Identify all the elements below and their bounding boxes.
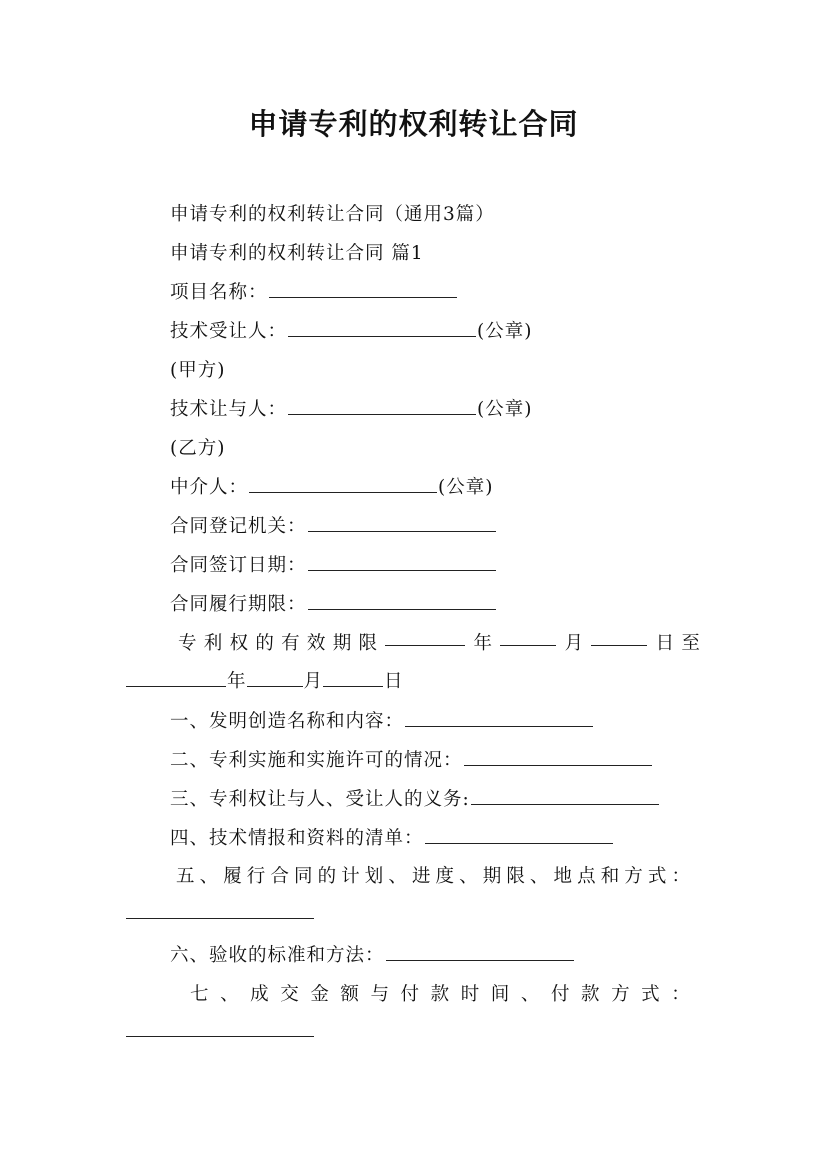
- assignee-seal: (公章): [477, 321, 533, 342]
- item-5-char: 点: [577, 866, 596, 887]
- item-5-char: 合: [270, 866, 289, 887]
- sign-date-label: 合同签订日期：: [170, 555, 307, 576]
- subtitle: 申请专利的权利转让合同（通用3篇）: [170, 204, 495, 225]
- item-5-char: 度: [435, 866, 455, 887]
- item-5-blank-row: [125, 902, 315, 924]
- item-5-char: 五: [176, 866, 195, 887]
- item-5-char: 、: [529, 866, 549, 887]
- validity-start-month-blank: [500, 629, 556, 646]
- validity-char: 专: [178, 633, 197, 654]
- party-a: (甲方): [170, 360, 226, 381]
- item-5-char: 划: [364, 866, 384, 887]
- assignee-row: [170, 317, 532, 343]
- validity-end-month-char: 月: [303, 671, 323, 692]
- validity-to-char: 至: [681, 633, 700, 654]
- item-7-char: 额: [340, 984, 359, 1005]
- item-7-char: 金: [310, 984, 329, 1005]
- validity-end-day-char: 日: [384, 671, 403, 692]
- validity-end-day-blank: [323, 670, 383, 687]
- part-heading: 申请专利的权利转让合同 篇1: [170, 243, 424, 264]
- validity-year-char: 年: [473, 633, 493, 654]
- item-5-char: 期: [482, 866, 502, 887]
- assignor-seal: (公章): [477, 399, 533, 420]
- item-5-char: ：: [671, 866, 690, 887]
- item-4-row: [170, 824, 614, 850]
- item-2-row: [170, 746, 653, 772]
- item-7-char: 与: [370, 984, 389, 1005]
- item-2-blank: [464, 749, 652, 766]
- item-3-label: 三、专利权让与人、受让人的义务:: [170, 789, 470, 810]
- assignee-blank: [288, 320, 476, 337]
- item-7-char: 、: [220, 984, 239, 1005]
- registry-blank: [308, 515, 496, 532]
- item-5-char: 和: [600, 866, 620, 887]
- item-1-label: 一、发明创造名称和内容：: [170, 711, 405, 732]
- item-7-row: [190, 980, 690, 1006]
- validity-char: 限: [358, 633, 377, 654]
- item-7-char: 间: [490, 984, 510, 1005]
- project-name-label: 项目名称：: [170, 282, 268, 303]
- item-4-label: 四、技术情报和资料的清单：: [170, 828, 424, 849]
- document-title: 申请专利的权利转让合同: [248, 107, 579, 141]
- term-blank: [308, 593, 496, 610]
- validity-day-char: 日: [655, 633, 675, 654]
- intermediary-row: [170, 473, 493, 499]
- item-7-char: 时: [460, 984, 480, 1005]
- item-5-char: 进: [411, 866, 431, 887]
- item-5-char: 、: [388, 866, 407, 887]
- item-5-char: 地: [553, 866, 573, 887]
- item-6-blank: [386, 944, 574, 961]
- item-6-label: 六、验收的标准和方法：: [170, 945, 385, 966]
- validity-row: [178, 629, 700, 655]
- term-row: [170, 590, 497, 616]
- item-7-char: 付: [400, 984, 420, 1005]
- item-7-char: 付: [550, 984, 570, 1005]
- item-7-blank-row: [125, 1020, 315, 1042]
- term-label: 合同履行期限：: [170, 594, 307, 615]
- validity-start-year-blank: [385, 629, 465, 646]
- item-7-char: 七: [190, 984, 209, 1005]
- registry-label: 合同登记机关：: [170, 516, 307, 537]
- item-1-blank: [405, 710, 593, 727]
- item-5-char: 的: [317, 866, 337, 887]
- project-name-blank: [269, 281, 457, 298]
- validity-char: 权: [229, 633, 249, 654]
- item-7-char: 款: [430, 984, 450, 1005]
- item-7-char: ：: [671, 984, 690, 1005]
- validity-month-char: 月: [564, 633, 584, 654]
- item-7-char: 、: [520, 984, 540, 1005]
- registry-row: [170, 512, 497, 538]
- item-3-blank: [471, 788, 659, 805]
- item-7-char: 成: [250, 984, 269, 1005]
- item-5-char: 行: [246, 866, 266, 887]
- validity-char: 的: [255, 633, 274, 654]
- validity-char: 利: [203, 633, 223, 654]
- item-5-blank: [126, 902, 314, 919]
- validity-end-row: [125, 667, 403, 693]
- validity-char: 期: [332, 633, 352, 654]
- sign-date-row: [170, 551, 497, 577]
- item-5-char: 限: [506, 866, 525, 887]
- party-b: (乙方): [170, 438, 226, 459]
- item-7-char: 式: [641, 984, 660, 1005]
- intermediary-label: 中介人：: [170, 477, 249, 498]
- item-5-row: [176, 862, 690, 888]
- validity-start-day-blank: [591, 629, 647, 646]
- item-5-char: 履: [223, 866, 242, 887]
- item-3-row: [170, 785, 660, 811]
- item-5-char: 式: [647, 866, 667, 887]
- intermediary-seal: (公章): [438, 477, 494, 498]
- assignor-blank: [288, 398, 476, 415]
- item-7-blank: [126, 1020, 314, 1037]
- item-5-char: 方: [624, 866, 643, 887]
- item-4-blank: [425, 827, 613, 844]
- item-5-char: 同: [293, 866, 313, 887]
- validity-char: 有: [281, 633, 300, 654]
- item-7-char: 交: [280, 984, 299, 1005]
- validity-end-year-char: 年: [227, 671, 246, 692]
- item-7-char: 款: [581, 984, 600, 1005]
- item-2-label: 二、专利实施和实施许可的情况：: [170, 750, 463, 771]
- project-name-row: [170, 278, 458, 304]
- item-6-row: [170, 941, 575, 967]
- sign-date-blank: [308, 554, 496, 571]
- item-5-char: 、: [199, 866, 219, 887]
- item-5-char: 计: [341, 866, 360, 887]
- item-7-char: 方: [611, 984, 630, 1005]
- assignee-label: 技术受让人：: [170, 321, 288, 342]
- validity-end-year-blank: [126, 670, 226, 687]
- validity-char: 效: [306, 633, 326, 654]
- validity-end-month-blank: [247, 670, 303, 687]
- intermediary-blank: [249, 476, 437, 493]
- item-1-row: [170, 707, 594, 733]
- assignor-label: 技术让与人：: [170, 399, 288, 420]
- item-5-char: 、: [459, 866, 478, 887]
- assignor-row: [170, 395, 532, 421]
